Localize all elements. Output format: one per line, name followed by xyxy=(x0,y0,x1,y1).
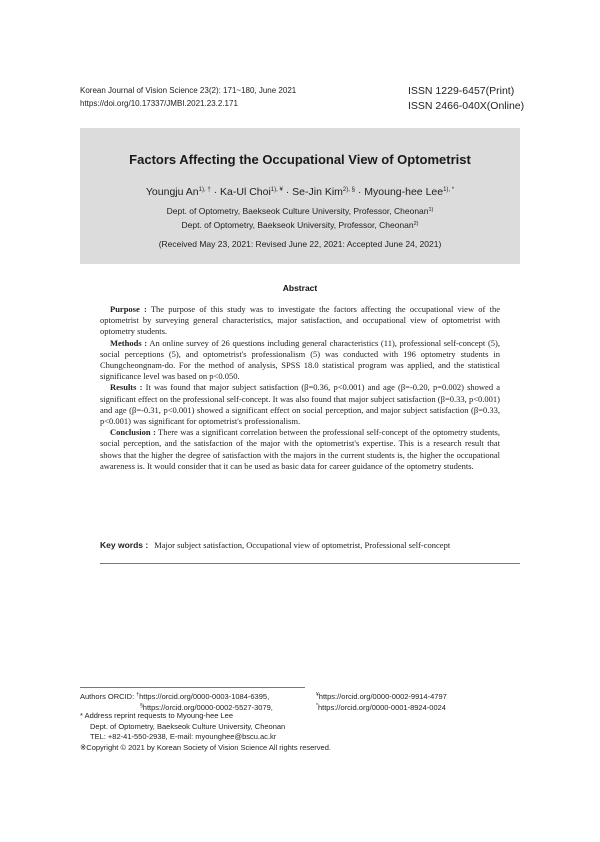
orcid-mark: † xyxy=(136,692,140,698)
author-mark: 1), ¥ xyxy=(270,187,283,193)
abstract-methods xyxy=(100,338,500,383)
affiliation-1 xyxy=(80,206,520,216)
copyright: ※Copyright © 2021 by Korean Society of Vision Science All rights reserved. xyxy=(80,742,331,752)
orcid-mark: * xyxy=(316,702,318,709)
orcid-link[interactable]: https://orcid.org/0000-0003-1084-6395, xyxy=(139,692,270,701)
methods-text: An online survey of 26 questions including general characteristics (11), professional self-concept (5), social perceptions (5), and optometrist's professionalism (5) was conducted with 196 optometry students in Chungcheongnam-do. For the method of analysis, SPSS 18.0 statistical program was applied, and the statistical significance level was based on p<0.050. xyxy=(100,337,500,382)
author-mark: 1), † xyxy=(198,187,211,193)
orcid-row xyxy=(80,690,520,701)
footer-notes xyxy=(80,690,520,753)
results-label: Results : xyxy=(110,382,143,393)
keywords xyxy=(100,540,520,550)
issn-print: ISSN 1229-6457(Print) xyxy=(408,85,515,97)
issn-online: ISSN 2466-040X(Online) xyxy=(408,99,525,112)
author-separator: · xyxy=(213,186,218,198)
orcid-mark: ¥ xyxy=(316,692,319,698)
keywords-divider xyxy=(100,563,520,564)
reprint-address: Dept. of Optometry, Baekseok Culture University, Cheonan xyxy=(90,721,286,731)
methods-label: Methods : xyxy=(110,337,148,348)
orcid-link[interactable]: https://orcid.org/0000-0002-5527-3079, xyxy=(142,702,273,712)
purpose-text: The purpose of this study was to investigate the factors affecting the occupational view of the optometrist by surveying general characteristics, major satisfaction, and occupational view of optometrist with optometry students. xyxy=(100,304,500,337)
orcid-row xyxy=(80,701,520,712)
doi-link[interactable]: https://doi.org/10.17337/JMBI.2021.23.2.171 xyxy=(80,98,238,108)
author-separator: · xyxy=(285,186,290,198)
affiliation-text: Dept. of Optometry, Baekseok University, Professor, Cheonan xyxy=(181,220,414,230)
purpose-label: Purpose : xyxy=(110,304,147,314)
orcid-link[interactable]: https://orcid.org/0000-0001-8924-0024 xyxy=(317,702,446,712)
author-separator: · xyxy=(357,186,362,198)
author-list xyxy=(80,186,520,198)
orcid-link[interactable]: https://orcid.org/0000-0002-9914-4797 xyxy=(318,692,447,701)
abstract-purpose xyxy=(100,304,500,338)
author-mark: 2), § xyxy=(342,187,355,193)
abstract-conclusion xyxy=(100,427,500,472)
journal-citation: Korean Journal of Vision Science 23(2): 171~180, June 2021 xyxy=(80,86,297,95)
abstract-body xyxy=(100,304,500,472)
abstract-results xyxy=(100,382,500,427)
author-mark: 1), * xyxy=(443,187,455,193)
journal-info xyxy=(80,85,296,110)
paper-title: Factors Affecting the Occupational View of Optometrist xyxy=(129,152,471,167)
author-name: Myoung-hee Lee xyxy=(364,186,444,198)
reprint-line: * Address reprint requests to Myoung-hee Lee xyxy=(80,711,234,720)
affiliation-text: Dept. of Optometry, Baekseok Culture University, Professor, Cheonan xyxy=(166,206,429,216)
orcid-label: Authors ORCID: xyxy=(80,692,135,701)
conclusion-label: Conclusion : xyxy=(110,427,156,438)
issn-block xyxy=(408,84,524,113)
affiliation-2 xyxy=(80,220,520,230)
keywords-label: Key words : xyxy=(100,540,149,550)
affiliation-mark: 1) xyxy=(428,207,434,213)
abstract-heading: Abstract xyxy=(282,283,318,293)
affiliation-mark: 2) xyxy=(413,221,419,227)
results-text: It was found that major subject satisfaction (β=0.36, p<0.001) and age (β=-0.20, p=0.002) showed a significant effect on the professional self-concept. It was also found that major subject satisfaction (β=0.33, p<0.001) and age (β=-0.31, p<0.001) showed a significant effect on social perception, and major subject satisfaction (β=0.33, p<0.001) was significant for optometrist's professionalism. xyxy=(100,382,501,427)
author-name: Ka-Ul Choi xyxy=(220,186,271,198)
reprint-contact: TEL: +82-41-550-2938, E-mail: myounghee@bscu.ac.kr xyxy=(90,732,277,741)
keywords-text: Major subject satisfaction, Occupational view of optometrist, Professional self-concept xyxy=(154,540,451,550)
orcid-mark: § xyxy=(140,702,143,709)
footer-divider xyxy=(80,687,305,688)
conclusion-text: There was a significant correlation between the professional self-concept of the optometry students, social perception, and the satisfaction of the major with the optometrist's expertise. This is a research result that shows that the higher the degree of satisfaction with the majors in the current students is, the higher the occupational awareness is. It would consider that it can be used as basic data for career guidance of the optometry students. xyxy=(100,427,500,471)
submission-dates: (Received May 23, 2021: Revised June 22, 2021: Accepted June 24, 2021) xyxy=(158,239,442,249)
author-name: Youngju An xyxy=(145,186,199,198)
author-name: Se-Jin Kim xyxy=(292,186,343,198)
title-box xyxy=(80,128,520,264)
